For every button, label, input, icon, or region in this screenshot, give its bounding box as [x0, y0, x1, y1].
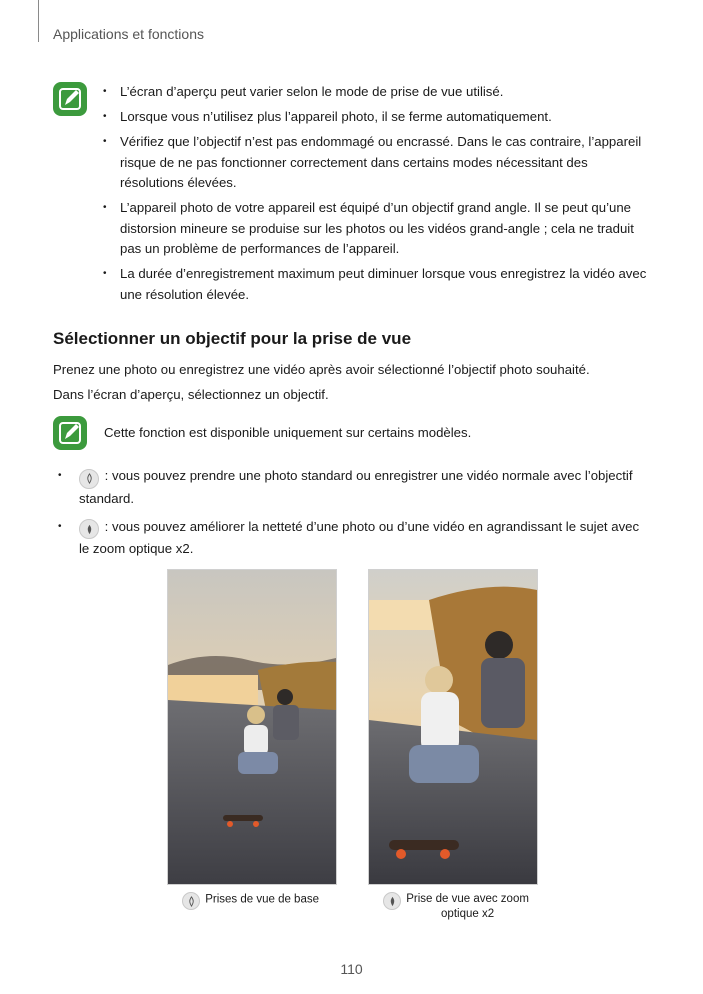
- note-item: • Lorsque vous n’utilisez plus l’appareil photo, il se ferme automatiquement.: [103, 107, 648, 128]
- photo-zoom: [368, 569, 538, 885]
- photo-standard: [167, 569, 337, 885]
- header-title: Applications et fonctions: [53, 26, 204, 42]
- lens-option-text: : vous pouvez prendre une photo standard ou enregistrer une vidéo normale avec l’objectif standard.: [79, 468, 633, 506]
- section-paragraph: Dans l’écran d’aperçu, sélectionnez un objectif.: [53, 387, 329, 402]
- caption-text: optique x2: [441, 908, 495, 920]
- note-item: • L’appareil photo de votre appareil est équipé d’un objectif grand angle. Il se peut qu’une distorsion mineure se produise sur les photos ou les vidéos grand-angle ; cela ne traduit pas un problème de performances de l’appareil.: [103, 198, 648, 260]
- note-item: • La durée d’enregistrement maximum peut diminuer lorsque vous enregistrez la vidéo avec une résolution élevée.: [103, 264, 648, 305]
- lens-zoom-icon[interactable]: [79, 519, 99, 539]
- note-item: • Vérifiez que l’objectif n’est pas endommagé ou encrassé. Dans le cas contraire, l’appareil risque de ne pas fonctionner correctement dans certains modes nécessitant des résolutions élevées.: [103, 132, 648, 194]
- note-text: Cette fonction est disponible uniquement sur certains modèles.: [104, 425, 472, 440]
- caption-zoom: [383, 892, 529, 922]
- note-item: • L’écran d’aperçu peut varier selon le mode de prise de vue utilisé.: [103, 82, 648, 103]
- section-title: Sélectionner un objectif pour la prise de vue: [53, 329, 412, 348]
- lens-standard-icon[interactable]: [79, 469, 99, 489]
- note-list: [103, 82, 648, 310]
- list-item: [58, 517, 648, 560]
- caption-text: Prises de vue de base: [205, 893, 319, 906]
- note-pencil-icon: [53, 82, 87, 116]
- caption-text: Prise de vue avec zoom: [406, 893, 529, 905]
- note-pencil-icon: [53, 416, 87, 450]
- header-rule: [38, 0, 39, 42]
- lens-standard-icon: [182, 892, 200, 910]
- lens-option-text: : vous pouvez améliorer la netteté d’une photo ou d’une vidéo en agrandissant le sujet avec le zoom optique x2.: [79, 518, 640, 556]
- page-number: 110: [340, 961, 363, 977]
- lens-zoom-icon: [383, 892, 401, 910]
- caption-standard: [182, 892, 319, 910]
- lens-options-list: [58, 466, 648, 567]
- section-paragraph: Prenez une photo ou enregistrez une vidéo après avoir sélectionné l’objectif photo souhaité.: [53, 362, 590, 377]
- list-item: [58, 466, 648, 509]
